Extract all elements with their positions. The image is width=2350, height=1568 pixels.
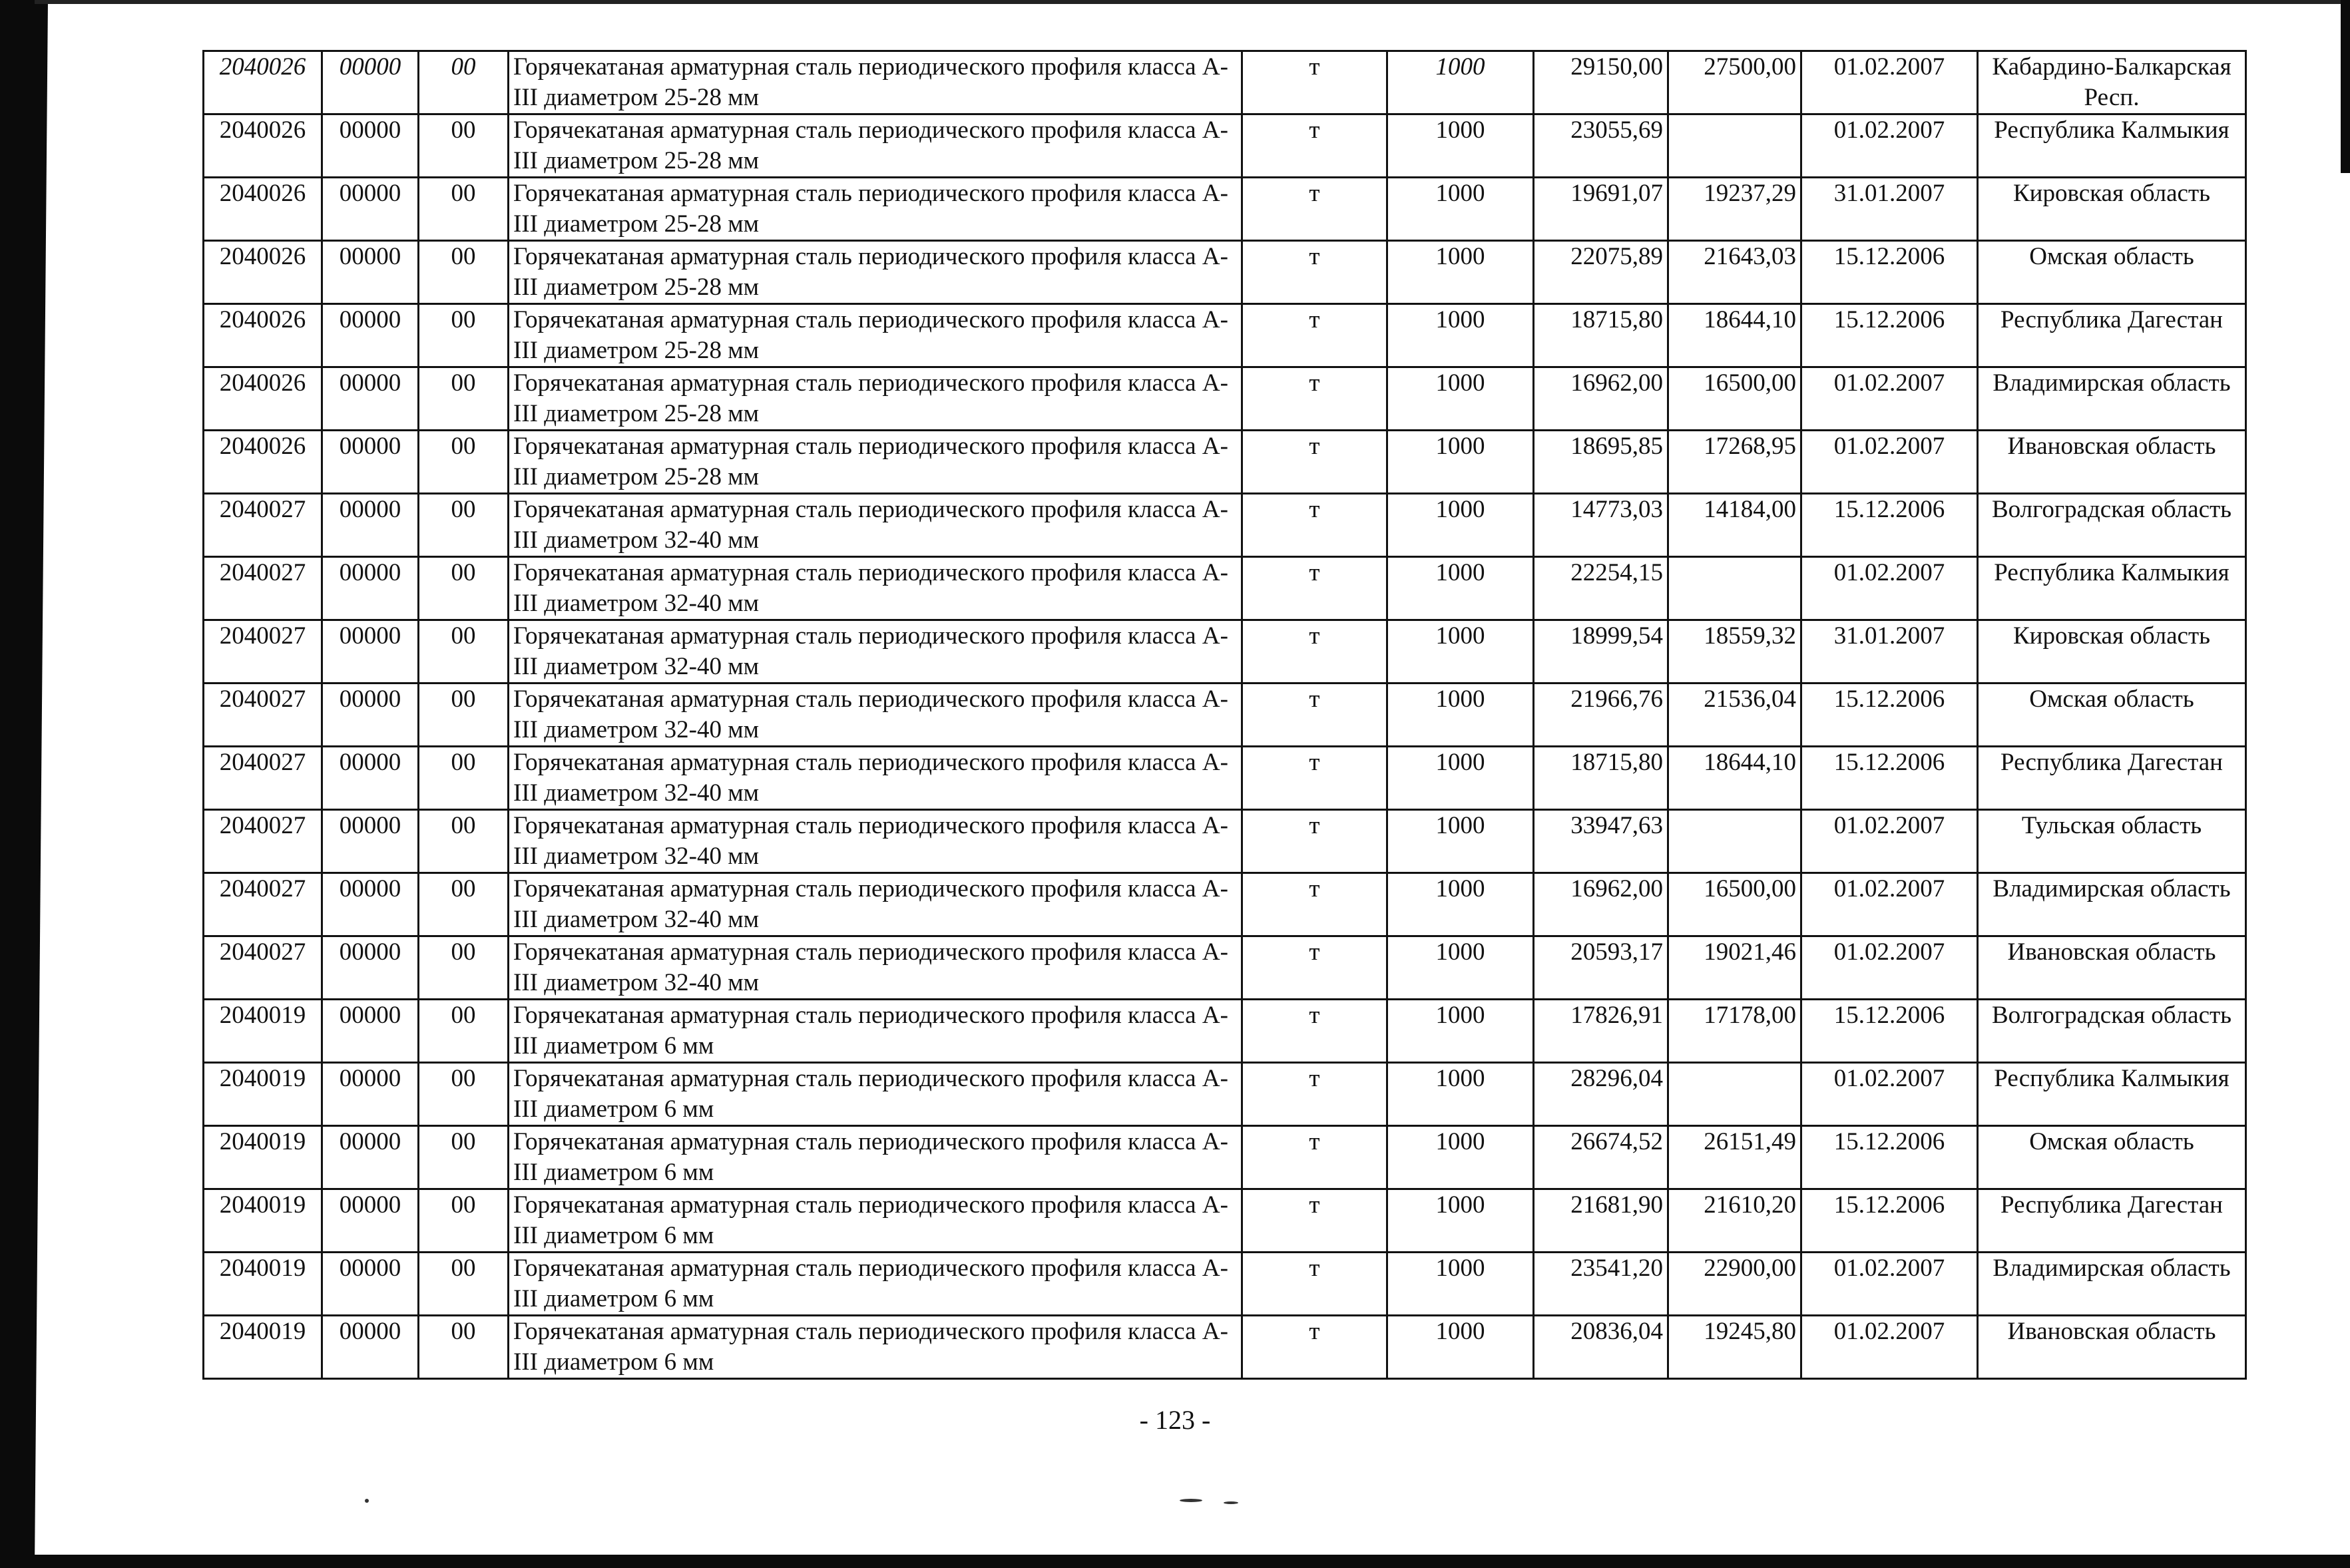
cell-region: Владимирская область xyxy=(1978,367,2246,431)
cell-subcode: 00000 xyxy=(322,1316,419,1379)
cell-subcode2: 00 xyxy=(419,620,509,684)
cell-description: Горячекатаная арматурная сталь периодического профиля класса А-III диаметром 25-28 мм xyxy=(509,367,1242,431)
cell-unit: т xyxy=(1242,367,1387,431)
cell-subcode2: 00 xyxy=(419,873,509,936)
cell-description: Горячекатаная арматурная сталь периодического профиля класса А-III диаметром 6 мм xyxy=(509,1126,1242,1189)
table-row xyxy=(204,304,2246,367)
cell-subcode2: 00 xyxy=(419,684,509,747)
cell-description: Горячекатаная арматурная сталь периодического профиля класса А-III диаметром 6 мм xyxy=(509,1000,1242,1063)
cell-quantity: 1000 xyxy=(1387,1126,1534,1189)
cell-subcode: 00000 xyxy=(322,114,419,178)
scan-border-top xyxy=(35,0,2350,4)
cell-region: Волгоградская область xyxy=(1978,494,2246,557)
cell-unit: т xyxy=(1242,51,1387,114)
table-row xyxy=(204,620,2246,684)
cell-price-without-vat: 17268,95 xyxy=(1668,431,1801,494)
cell-quantity: 1000 xyxy=(1387,1000,1534,1063)
cell-date: 01.02.2007 xyxy=(1801,557,1978,620)
cell-price-with-vat: 18715,80 xyxy=(1534,304,1668,367)
cell-subcode2: 00 xyxy=(419,1000,509,1063)
cell-subcode: 00000 xyxy=(322,1189,419,1253)
cell-price-with-vat: 18715,80 xyxy=(1534,747,1668,810)
cell-subcode2: 00 xyxy=(419,494,509,557)
cell-subcode2: 00 xyxy=(419,1316,509,1379)
cell-price-with-vat: 20593,17 xyxy=(1534,936,1668,1000)
cell-subcode: 00000 xyxy=(322,810,419,873)
cell-region: Кировская область xyxy=(1978,178,2246,241)
cell-date: 01.02.2007 xyxy=(1801,1253,1978,1316)
cell-region: Республика Дагестан xyxy=(1978,747,2246,810)
cell-description: Горячекатаная арматурная сталь периодического профиля класса А-III диаметром 25-28 мм xyxy=(509,431,1242,494)
cell-code: 2040019 xyxy=(204,1189,322,1253)
table-row xyxy=(204,1253,2246,1316)
cell-price-without-vat xyxy=(1668,810,1801,873)
cell-unit: т xyxy=(1242,936,1387,1000)
cell-price-with-vat: 16962,00 xyxy=(1534,873,1668,936)
cell-price-without-vat: 27500,00 xyxy=(1668,51,1801,114)
cell-price-with-vat: 21966,76 xyxy=(1534,684,1668,747)
cell-description: Горячекатаная арматурная сталь периодического профиля класса А-III диаметром 32-40 мм xyxy=(509,747,1242,810)
cell-quantity: 1000 xyxy=(1387,494,1534,557)
cell-code: 2040019 xyxy=(204,1126,322,1189)
cell-region: Омская область xyxy=(1978,241,2246,304)
cell-subcode2: 00 xyxy=(419,431,509,494)
cell-date: 31.01.2007 xyxy=(1801,620,1978,684)
cell-price-without-vat: 26151,49 xyxy=(1668,1126,1801,1189)
cell-unit: т xyxy=(1242,620,1387,684)
cell-unit: т xyxy=(1242,178,1387,241)
cell-price-with-vat: 22254,15 xyxy=(1534,557,1668,620)
cell-price-without-vat: 17178,00 xyxy=(1668,1000,1801,1063)
cell-price-with-vat: 17826,91 xyxy=(1534,1000,1668,1063)
table-row xyxy=(204,1063,2246,1126)
cell-quantity: 1000 xyxy=(1387,304,1534,367)
scan-speck xyxy=(365,1499,369,1503)
cell-price-without-vat: 19245,80 xyxy=(1668,1316,1801,1379)
table-row xyxy=(204,1126,2246,1189)
cell-unit: т xyxy=(1242,431,1387,494)
table-row xyxy=(204,557,2246,620)
cell-description: Горячекатаная арматурная сталь периодического профиля класса А-III диаметром 6 мм xyxy=(509,1063,1242,1126)
cell-quantity: 1000 xyxy=(1387,684,1534,747)
cell-quantity: 1000 xyxy=(1387,367,1534,431)
scan-speck xyxy=(1224,1501,1238,1504)
cell-price-with-vat: 20836,04 xyxy=(1534,1316,1668,1379)
cell-subcode: 00000 xyxy=(322,557,419,620)
cell-unit: т xyxy=(1242,494,1387,557)
cell-date: 01.02.2007 xyxy=(1801,367,1978,431)
cell-price-with-vat: 18999,54 xyxy=(1534,620,1668,684)
table-row xyxy=(204,873,2246,936)
cell-price-without-vat: 22900,00 xyxy=(1668,1253,1801,1316)
cell-quantity: 1000 xyxy=(1387,873,1534,936)
cell-price-with-vat: 28296,04 xyxy=(1534,1063,1668,1126)
cell-region: Республика Калмыкия xyxy=(1978,114,2246,178)
cell-subcode2: 00 xyxy=(419,178,509,241)
cell-date: 01.02.2007 xyxy=(1801,431,1978,494)
cell-subcode2: 00 xyxy=(419,810,509,873)
cell-quantity: 1000 xyxy=(1387,620,1534,684)
cell-region: Тульская область xyxy=(1978,810,2246,873)
scan-border-wedge xyxy=(35,0,48,1568)
cell-quantity: 1000 xyxy=(1387,747,1534,810)
cell-subcode: 00000 xyxy=(322,1126,419,1189)
cell-subcode: 00000 xyxy=(322,241,419,304)
cell-subcode2: 00 xyxy=(419,557,509,620)
table-row xyxy=(204,114,2246,178)
cell-unit: т xyxy=(1242,747,1387,810)
cell-region: Республика Дагестан xyxy=(1978,304,2246,367)
cell-price-without-vat: 21610,20 xyxy=(1668,1189,1801,1253)
cell-code: 2040027 xyxy=(204,747,322,810)
cell-code: 2040027 xyxy=(204,494,322,557)
cell-price-with-vat: 33947,63 xyxy=(1534,810,1668,873)
cell-description: Горячекатаная арматурная сталь периодического профиля класса А-III диаметром 6 мм xyxy=(509,1253,1242,1316)
table-row xyxy=(204,810,2246,873)
cell-code: 2040027 xyxy=(204,684,322,747)
cell-region: Кабардино-Балкарская Респ. xyxy=(1978,51,2246,114)
cell-date: 15.12.2006 xyxy=(1801,1000,1978,1063)
cell-description: Горячекатаная арматурная сталь периодического профиля класса А-III диаметром 32-40 мм xyxy=(509,494,1242,557)
cell-quantity: 1000 xyxy=(1387,114,1534,178)
cell-region: Ивановская область xyxy=(1978,1316,2246,1379)
cell-subcode2: 00 xyxy=(419,1063,509,1126)
cell-subcode: 00000 xyxy=(322,494,419,557)
cell-date: 01.02.2007 xyxy=(1801,873,1978,936)
cell-price-with-vat: 29150,00 xyxy=(1534,51,1668,114)
cell-unit: т xyxy=(1242,810,1387,873)
cell-subcode: 00000 xyxy=(322,1000,419,1063)
page-number: - 123 - xyxy=(1139,1405,1211,1435)
cell-region: Кировская область xyxy=(1978,620,2246,684)
cell-date: 15.12.2006 xyxy=(1801,304,1978,367)
cell-quantity: 1000 xyxy=(1387,1063,1534,1126)
cell-description: Горячекатаная арматурная сталь периодического профиля класса А-III диаметром 32-40 мм xyxy=(509,936,1242,1000)
price-table xyxy=(202,50,2247,1380)
cell-code: 2040026 xyxy=(204,241,322,304)
cell-subcode: 00000 xyxy=(322,367,419,431)
cell-unit: т xyxy=(1242,1063,1387,1126)
cell-unit: т xyxy=(1242,114,1387,178)
table-row xyxy=(204,1000,2246,1063)
cell-region: Омская область xyxy=(1978,1126,2246,1189)
cell-date: 01.02.2007 xyxy=(1801,1316,1978,1379)
cell-description: Горячекатаная арматурная сталь периодического профиля класса А-III диаметром 32-40 мм xyxy=(509,684,1242,747)
cell-unit: т xyxy=(1242,1253,1387,1316)
cell-subcode2: 00 xyxy=(419,51,509,114)
table-row xyxy=(204,684,2246,747)
cell-unit: т xyxy=(1242,557,1387,620)
cell-quantity: 1000 xyxy=(1387,557,1534,620)
cell-subcode: 00000 xyxy=(322,620,419,684)
cell-subcode2: 00 xyxy=(419,1126,509,1189)
table-row xyxy=(204,936,2246,1000)
cell-price-with-vat: 26674,52 xyxy=(1534,1126,1668,1189)
cell-date: 15.12.2006 xyxy=(1801,494,1978,557)
cell-subcode2: 00 xyxy=(419,367,509,431)
cell-unit: т xyxy=(1242,241,1387,304)
cell-date: 01.02.2007 xyxy=(1801,936,1978,1000)
cell-quantity: 1000 xyxy=(1387,178,1534,241)
table-row xyxy=(204,747,2246,810)
cell-price-with-vat: 23055,69 xyxy=(1534,114,1668,178)
cell-price-without-vat: 18644,10 xyxy=(1668,747,1801,810)
cell-quantity: 1000 xyxy=(1387,936,1534,1000)
cell-region: Волгоградская область xyxy=(1978,1000,2246,1063)
cell-price-without-vat: 16500,00 xyxy=(1668,873,1801,936)
cell-subcode2: 00 xyxy=(419,241,509,304)
cell-description: Горячекатаная арматурная сталь периодического профиля класса А-III диаметром 25-28 мм xyxy=(509,114,1242,178)
cell-subcode: 00000 xyxy=(322,873,419,936)
cell-region: Владимирская область xyxy=(1978,873,2246,936)
cell-subcode: 00000 xyxy=(322,51,419,114)
cell-quantity: 1000 xyxy=(1387,51,1534,114)
cell-price-without-vat: 21643,03 xyxy=(1668,241,1801,304)
cell-date: 01.02.2007 xyxy=(1801,51,1978,114)
cell-date: 15.12.2006 xyxy=(1801,747,1978,810)
cell-subcode: 00000 xyxy=(322,431,419,494)
cell-subcode2: 00 xyxy=(419,1189,509,1253)
cell-subcode2: 00 xyxy=(419,936,509,1000)
cell-subcode2: 00 xyxy=(419,304,509,367)
cell-date: 31.01.2007 xyxy=(1801,178,1978,241)
cell-code: 2040026 xyxy=(204,367,322,431)
cell-date: 01.02.2007 xyxy=(1801,114,1978,178)
cell-description: Горячекатаная арматурная сталь периодического профиля класса А-III диаметром 25-28 мм xyxy=(509,178,1242,241)
cell-date: 15.12.2006 xyxy=(1801,684,1978,747)
cell-price-without-vat xyxy=(1668,1063,1801,1126)
cell-subcode: 00000 xyxy=(322,1253,419,1316)
cell-price-without-vat: 21536,04 xyxy=(1668,684,1801,747)
cell-description: Горячекатаная арматурная сталь периодического профиля класса А-III диаметром 32-40 мм xyxy=(509,557,1242,620)
cell-price-with-vat: 23541,20 xyxy=(1534,1253,1668,1316)
cell-price-without-vat: 16500,00 xyxy=(1668,367,1801,431)
cell-date: 15.12.2006 xyxy=(1801,241,1978,304)
cell-code: 2040019 xyxy=(204,1253,322,1316)
cell-description: Горячекатаная арматурная сталь периодического профиля класса А-III диаметром 6 мм xyxy=(509,1316,1242,1379)
cell-date: 15.12.2006 xyxy=(1801,1189,1978,1253)
cell-price-without-vat: 19021,46 xyxy=(1668,936,1801,1000)
cell-description: Горячекатаная арматурная сталь периодического профиля класса А-III диаметром 25-28 мм xyxy=(509,51,1242,114)
cell-code: 2040019 xyxy=(204,1000,322,1063)
scan-speck xyxy=(1180,1499,1202,1502)
cell-region: Омская область xyxy=(1978,684,2246,747)
cell-price-with-vat: 21681,90 xyxy=(1534,1189,1668,1253)
cell-unit: т xyxy=(1242,684,1387,747)
cell-code: 2040027 xyxy=(204,873,322,936)
cell-subcode: 00000 xyxy=(322,747,419,810)
cell-code: 2040019 xyxy=(204,1063,322,1126)
cell-subcode: 00000 xyxy=(322,304,419,367)
cell-price-with-vat: 22075,89 xyxy=(1534,241,1668,304)
cell-region: Ивановская область xyxy=(1978,936,2246,1000)
cell-subcode2: 00 xyxy=(419,747,509,810)
cell-region: Владимирская область xyxy=(1978,1253,2246,1316)
table-row xyxy=(204,367,2246,431)
cell-price-without-vat xyxy=(1668,557,1801,620)
cell-subcode: 00000 xyxy=(322,178,419,241)
cell-unit: т xyxy=(1242,1316,1387,1379)
cell-quantity: 1000 xyxy=(1387,1316,1534,1379)
cell-price-without-vat: 19237,29 xyxy=(1668,178,1801,241)
cell-code: 2040027 xyxy=(204,936,322,1000)
cell-price-with-vat: 14773,03 xyxy=(1534,494,1668,557)
cell-quantity: 1000 xyxy=(1387,810,1534,873)
cell-price-without-vat: 18559,32 xyxy=(1668,620,1801,684)
table-row xyxy=(204,51,2246,114)
cell-quantity: 1000 xyxy=(1387,241,1534,304)
table-row xyxy=(204,1189,2246,1253)
cell-code: 2040027 xyxy=(204,810,322,873)
cell-subcode2: 00 xyxy=(419,114,509,178)
table-body xyxy=(204,51,2246,1379)
cell-code: 2040027 xyxy=(204,557,322,620)
cell-region: Республика Дагестан xyxy=(1978,1189,2246,1253)
cell-description: Горячекатаная арматурная сталь периодического профиля класса А-III диаметром 32-40 мм xyxy=(509,810,1242,873)
cell-subcode: 00000 xyxy=(322,936,419,1000)
table-row xyxy=(204,431,2246,494)
cell-code: 2040026 xyxy=(204,304,322,367)
cell-description: Горячекатаная арматурная сталь периодического профиля класса А-III диаметром 32-40 мм xyxy=(509,873,1242,936)
cell-code: 2040026 xyxy=(204,431,322,494)
cell-price-without-vat: 18644,10 xyxy=(1668,304,1801,367)
cell-price-with-vat: 18695,85 xyxy=(1534,431,1668,494)
scan-border-bottom xyxy=(35,1555,2350,1568)
cell-description: Горячекатаная арматурная сталь периодического профиля класса А-III диаметром 6 мм xyxy=(509,1189,1242,1253)
cell-description: Горячекатаная арматурная сталь периодического профиля класса А-III диаметром 32-40 мм xyxy=(509,620,1242,684)
cell-code: 2040026 xyxy=(204,51,322,114)
cell-code: 2040026 xyxy=(204,114,322,178)
table-row xyxy=(204,178,2246,241)
cell-description: Горячекатаная арматурная сталь периодического профиля класса А-III диаметром 25-28 мм xyxy=(509,241,1242,304)
cell-region: Республика Калмыкия xyxy=(1978,1063,2246,1126)
cell-code: 2040019 xyxy=(204,1316,322,1379)
cell-unit: т xyxy=(1242,304,1387,367)
cell-subcode2: 00 xyxy=(419,1253,509,1316)
cell-region: Ивановская область xyxy=(1978,431,2246,494)
scan-border-left xyxy=(0,0,35,1568)
cell-price-with-vat: 19691,07 xyxy=(1534,178,1668,241)
cell-unit: т xyxy=(1242,1189,1387,1253)
cell-description: Горячекатаная арматурная сталь периодического профиля класса А-III диаметром 25-28 мм xyxy=(509,304,1242,367)
cell-quantity: 1000 xyxy=(1387,431,1534,494)
cell-subcode: 00000 xyxy=(322,1063,419,1126)
cell-quantity: 1000 xyxy=(1387,1189,1534,1253)
cell-unit: т xyxy=(1242,1126,1387,1189)
cell-code: 2040026 xyxy=(204,178,322,241)
cell-date: 01.02.2007 xyxy=(1801,1063,1978,1126)
cell-unit: т xyxy=(1242,1000,1387,1063)
cell-unit: т xyxy=(1242,873,1387,936)
table-row xyxy=(204,241,2246,304)
cell-code: 2040027 xyxy=(204,620,322,684)
cell-price-without-vat xyxy=(1668,114,1801,178)
cell-subcode: 00000 xyxy=(322,684,419,747)
cell-price-without-vat: 14184,00 xyxy=(1668,494,1801,557)
table-row xyxy=(204,494,2246,557)
table-row xyxy=(204,1316,2246,1379)
scan-border-right xyxy=(2341,0,2350,173)
cell-date: 01.02.2007 xyxy=(1801,810,1978,873)
cell-date: 15.12.2006 xyxy=(1801,1126,1978,1189)
cell-region: Республика Калмыкия xyxy=(1978,557,2246,620)
cell-quantity: 1000 xyxy=(1387,1253,1534,1316)
cell-price-with-vat: 16962,00 xyxy=(1534,367,1668,431)
